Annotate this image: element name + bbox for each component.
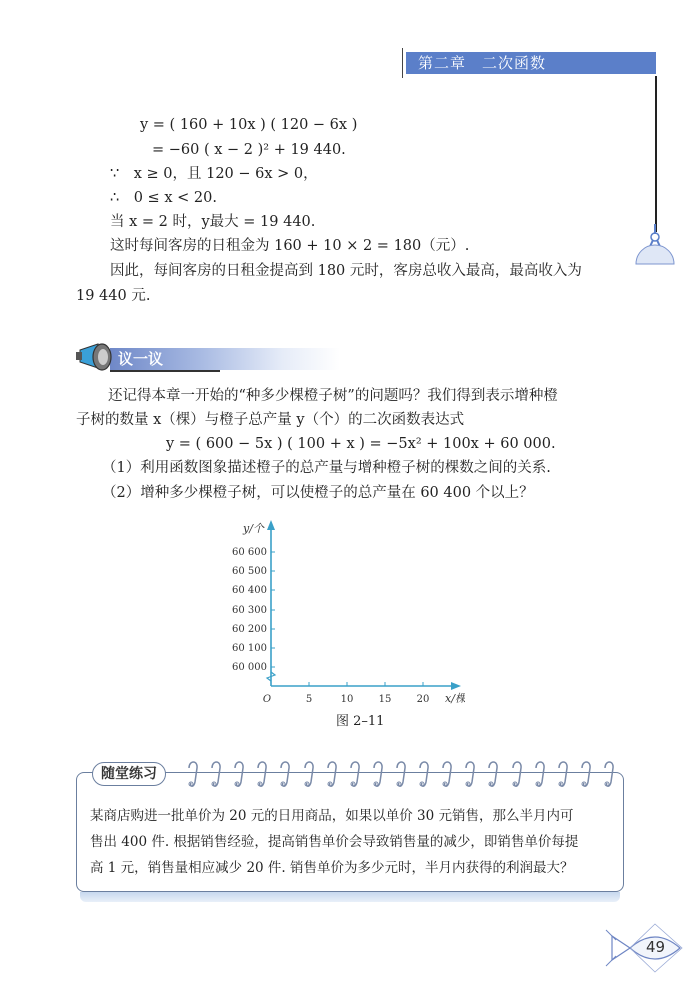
svg-text:60 400: 60 400 bbox=[232, 585, 267, 596]
svg-text:60 200: 60 200 bbox=[232, 624, 267, 635]
svg-text:60 600: 60 600 bbox=[232, 547, 267, 558]
spiral-icon bbox=[417, 760, 431, 790]
figure-caption: 图 2–11 bbox=[336, 714, 385, 729]
solution-line-7: 因此，每间客房的日租金提高到 180 元时，客房总收入最高，最高收入为 bbox=[110, 263, 582, 279]
svg-text:60 100: 60 100 bbox=[232, 643, 267, 654]
svg-text:60 500: 60 500 bbox=[232, 566, 267, 577]
spiral-icon bbox=[348, 760, 362, 790]
spiral-icon bbox=[209, 760, 223, 790]
svg-text:20: 20 bbox=[416, 694, 430, 705]
spiral-icon bbox=[186, 760, 200, 790]
page-number: 49 bbox=[646, 938, 666, 956]
empty-axes-plot bbox=[225, 518, 465, 708]
spiral-icon bbox=[463, 760, 477, 790]
exercise-line-2: 售出 400 件. 根据销售经验，提高销售单价会导致销售量的减少，即销售单价每提 bbox=[90, 834, 579, 850]
exercise-label: 随堂练习 bbox=[92, 762, 166, 786]
spiral-icon bbox=[302, 760, 316, 790]
spiral-icon bbox=[278, 760, 292, 790]
discussion-paragraph-line-1: 还记得本章一开始的“种多少棵橙子树”的问题吗？我们得到表示增种橙 bbox=[108, 388, 558, 404]
solution-line-1: y = ( 160 + 10x ) ( 120 − 6x ) bbox=[140, 117, 358, 133]
solution-line-4: ∴ 0 ≤ x < 20. bbox=[110, 190, 217, 206]
header-divider bbox=[402, 48, 403, 78]
solution-line-5: 当 x = 2 时，y最大 = 19 440. bbox=[110, 214, 316, 230]
page-number-badge bbox=[600, 918, 690, 982]
svg-text:60 300: 60 300 bbox=[232, 605, 267, 616]
chart bbox=[225, 518, 465, 712]
exercise-line-3: 高 1 元，销售量相应减少 20 件. 销售单价为多少元时，半月内获得的利润最大？ bbox=[90, 860, 574, 876]
solution-line-8: 19 440 元. bbox=[76, 288, 151, 304]
notebook-spirals bbox=[186, 760, 616, 790]
section-underline bbox=[110, 370, 220, 372]
spiral-icon bbox=[232, 760, 246, 790]
svg-text:y/个: y/个 bbox=[243, 522, 264, 535]
exercise-text bbox=[90, 803, 578, 881]
spiral-icon bbox=[556, 760, 570, 790]
spiral-icon bbox=[602, 760, 616, 790]
spiral-icon bbox=[255, 760, 269, 790]
margin-line bbox=[655, 76, 657, 232]
spiral-icon bbox=[533, 760, 547, 790]
spiral-icon bbox=[371, 760, 385, 790]
megaphone-icon bbox=[76, 340, 116, 374]
chapter-header: 第二章 二次函数 bbox=[406, 52, 656, 74]
exercise-box-shadow bbox=[80, 892, 620, 902]
svg-text:5: 5 bbox=[305, 694, 313, 705]
svg-text:10: 10 bbox=[340, 694, 354, 705]
svg-text:x/棵: x/棵 bbox=[445, 692, 465, 705]
question-2: （2）增种多少棵橙子树，可以使橙子的总产量在 60 400 个以上？ bbox=[102, 485, 534, 501]
spiral-icon bbox=[440, 760, 454, 790]
svg-text:O: O bbox=[262, 694, 272, 705]
exercise-line-1: 某商店购进一批单价为 20 元的日用商品，如果以单价 30 元销售，那么半月内可 bbox=[90, 808, 574, 824]
svg-text:60 000: 60 000 bbox=[232, 662, 267, 673]
spiral-icon bbox=[579, 760, 593, 790]
question-1: （1）利用函数图象描述橙子的总产量与增种橙子树的棵数之间的关系. bbox=[102, 460, 551, 476]
spiral-icon bbox=[510, 760, 524, 790]
compass-icon bbox=[632, 224, 678, 268]
spiral-icon bbox=[325, 760, 339, 790]
solution-line-6: 这时每间客房的日租金为 160 + 10 × 2 = 180（元）. bbox=[110, 238, 470, 254]
solution-line-2: = −60 ( x − 2 )² + 19 440. bbox=[152, 142, 346, 158]
fish-icon bbox=[600, 918, 690, 978]
discussion-paragraph-line-2: 子树的数量 x（棵）与橙子总产量 y（个）的二次函数表达式 bbox=[76, 412, 465, 428]
section-title: 议一议 bbox=[118, 350, 164, 368]
spiral-icon bbox=[394, 760, 408, 790]
solution-line-3: ∵ x ≥ 0，且 120 − 6x > 0， bbox=[110, 166, 318, 182]
discussion-formula: y = ( 600 − 5x ) ( 100 + x ) = −5x² + 100x + 60 000. bbox=[166, 436, 556, 452]
svg-text:15: 15 bbox=[378, 694, 392, 705]
spiral-icon bbox=[486, 760, 500, 790]
